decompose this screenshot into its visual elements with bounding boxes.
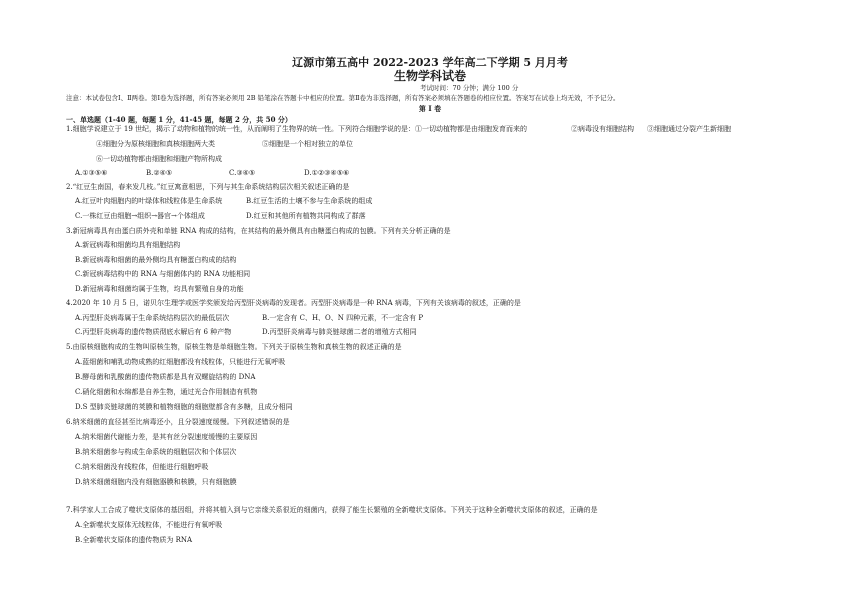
question-5-option-b: B.酵母菌和乳酸菌的遗传物质都是具有双螺旋结构的 DNA [75,373,256,381]
question-4-option-c: C.丙型肝炎病毒的遗传物质彻底水解后有 6 种产物 [75,328,232,336]
question-6-option-a: A.纳米细菌代谢能力差，是其有丝分裂速度缓慢的主要原因 [75,433,258,441]
question-4-option-b: B.一定含有 C、H、O、N 四种元素，不一定含有 P [262,314,424,322]
question-1-statement: ⑤细胞是一个相对独立的单位 [262,140,353,148]
question-7-option-a: A.全新噬状支原体无线粒体，不能进行有氧呼吸 [75,521,223,529]
question-3-option-d: D.新冠病毒和细菌均属于生物，均具有繁殖自身的功能 [75,285,244,293]
question-6-stem: 6.纳米细菌的直径甚至比病毒还小，且分裂速度缓慢。下列叙述错误的是 [66,418,290,426]
question-7-option-b: B.全新噬状支原体的遗传物质为 RNA [75,536,193,544]
question-1-option-a: A.①③⑤⑥ [75,169,108,177]
question-4-stem: 4.2020 年 10 月 5 日，诺贝尔生理学或医学奖颁发给丙型肝炎病毒的发现者。丙型肝炎病毒是一种 RNA 病毒，下列有关该病毒的叙述，正确的是 [66,299,521,307]
question-2-option-d: D.红豆和其他所有植物共同构成了群落 [246,212,366,220]
question-2-stem: 2.“红豆生南国，春来发几枝。”红豆寓意相思，下列与其生命系统结构层次相关叙述正确的是 [66,183,350,191]
question-4-option-a: A.丙型肝炎病毒属于生命系统结构层次的最低层次 [75,314,230,322]
question-3-option-c: C.新冠病毒结构中的 RNA 与细菌体内的 RNA 功能相同 [75,270,251,278]
question-3-option-b: B.新冠病毒和细菌的最外侧均具有糖蛋白构成的结构 [75,256,237,264]
question-2-option-a: A.红豆叶肉细胞内的叶绿体和线粒体是生命系统 [75,197,223,205]
question-5-stem: 5.由原核细胞构成的生物叫原核生物，原核生物是单细胞生物。下列关于原核生物和真核生物的叙述正确的是 [66,343,402,351]
question-1-statement: ④细胞分为原核细胞和真核细胞两大类 [96,140,215,148]
exam-title: 辽源市第五高中 2022-2023 学年高二下学期 5 月月考 [292,56,568,69]
question-3-stem: 3.新冠病毒具有由蛋白质外壳和单链 RNA 构成的结构，在其结构的最外侧具有由糖蛋白构成的包膜。下列有关分析正确的是 [66,227,451,235]
exam-notice: 注意：本试卷包含Ⅰ、Ⅱ两卷。第Ⅰ卷为选择题，所有答案必须用 2B 铅笔涂在答题卡中相应的位置。第Ⅱ卷为非选择题，所有答案必须填在答题卷的相应位置。答案写在试卷上均无效，不予记分。 [66,94,620,102]
question-5-option-a: A.蓝细菌和哺乳动物成熟的红细胞都没有线粒体，只能进行无氧呼吸 [75,358,286,366]
section-heading: 一、单选题（1-40 题，每题 1 分，41-45 题，每题 2 分，共 50 分） [66,115,292,124]
question-4-option-d: D.丙型肝炎病毒与肺炎链球菌二者的增殖方式相同 [262,328,417,336]
exam-info: 考试时间：70 分钟；满分 100 分 [420,84,519,92]
question-2-option-b: B.红豆生活的土壤不参与生命系统的组成 [246,197,373,205]
question-1-option-b: B.②④⑤ [146,169,173,177]
question-3-option-a: A.新冠病毒和细菌均具有细胞结构 [75,241,181,249]
question-6-option-d: D.纳米细菌细胞内没有细胞器膜和核膜，只有细胞膜 [75,478,237,486]
question-1-statement: ②病毒没有细胞结构 [571,125,634,133]
question-1-option-c: C.③④⑤ [229,169,256,177]
question-2-option-c: C.一株红豆由细胞→组织→器官→个体组成 [75,212,205,220]
exam-subject-title: 生物学科试卷 [393,69,466,83]
question-1-statement: ③细胞通过分裂产生新细胞 [647,125,731,133]
question-5-option-c: C.硝化细菌和水绵都是自养生物，通过光合作用制造有机物 [75,388,258,396]
question-1-statement: ⑥一切动植物都由细胞和细胞产物所构成 [96,155,222,163]
question-1-option-d: D.①②③④⑤⑥ [304,169,350,177]
question-1-stem: 1.细胞学说建立于 19 世纪，揭示了动物和植物的统一性，从而阐明了生物界的统一性。下列符合细胞学说的是：①一切动植物都是由细胞发育而来的 [66,125,528,133]
question-7-stem: 7.科学家人工合成了噬状支原体的基因组，并将其植入到与它亲缘关系很近的细菌内，获得了能生长繁殖的全新噬状支原体。下列关于这种全新噬状支原体的叙述，正确的是 [66,506,598,514]
volume-heading: 第 I 卷 [418,104,442,113]
question-6-option-c: C.纳米细菌没有线粒体，但能进行细胞呼吸 [75,463,209,471]
question-5-option-d: D.S 型肺炎链球菌的荚膜和植物细胞的细胞壁都含有多糖，且成分相同 [75,403,293,411]
question-6-option-b: B.纳米细菌参与构成生命系统的细胞层次和个体层次 [75,448,237,456]
